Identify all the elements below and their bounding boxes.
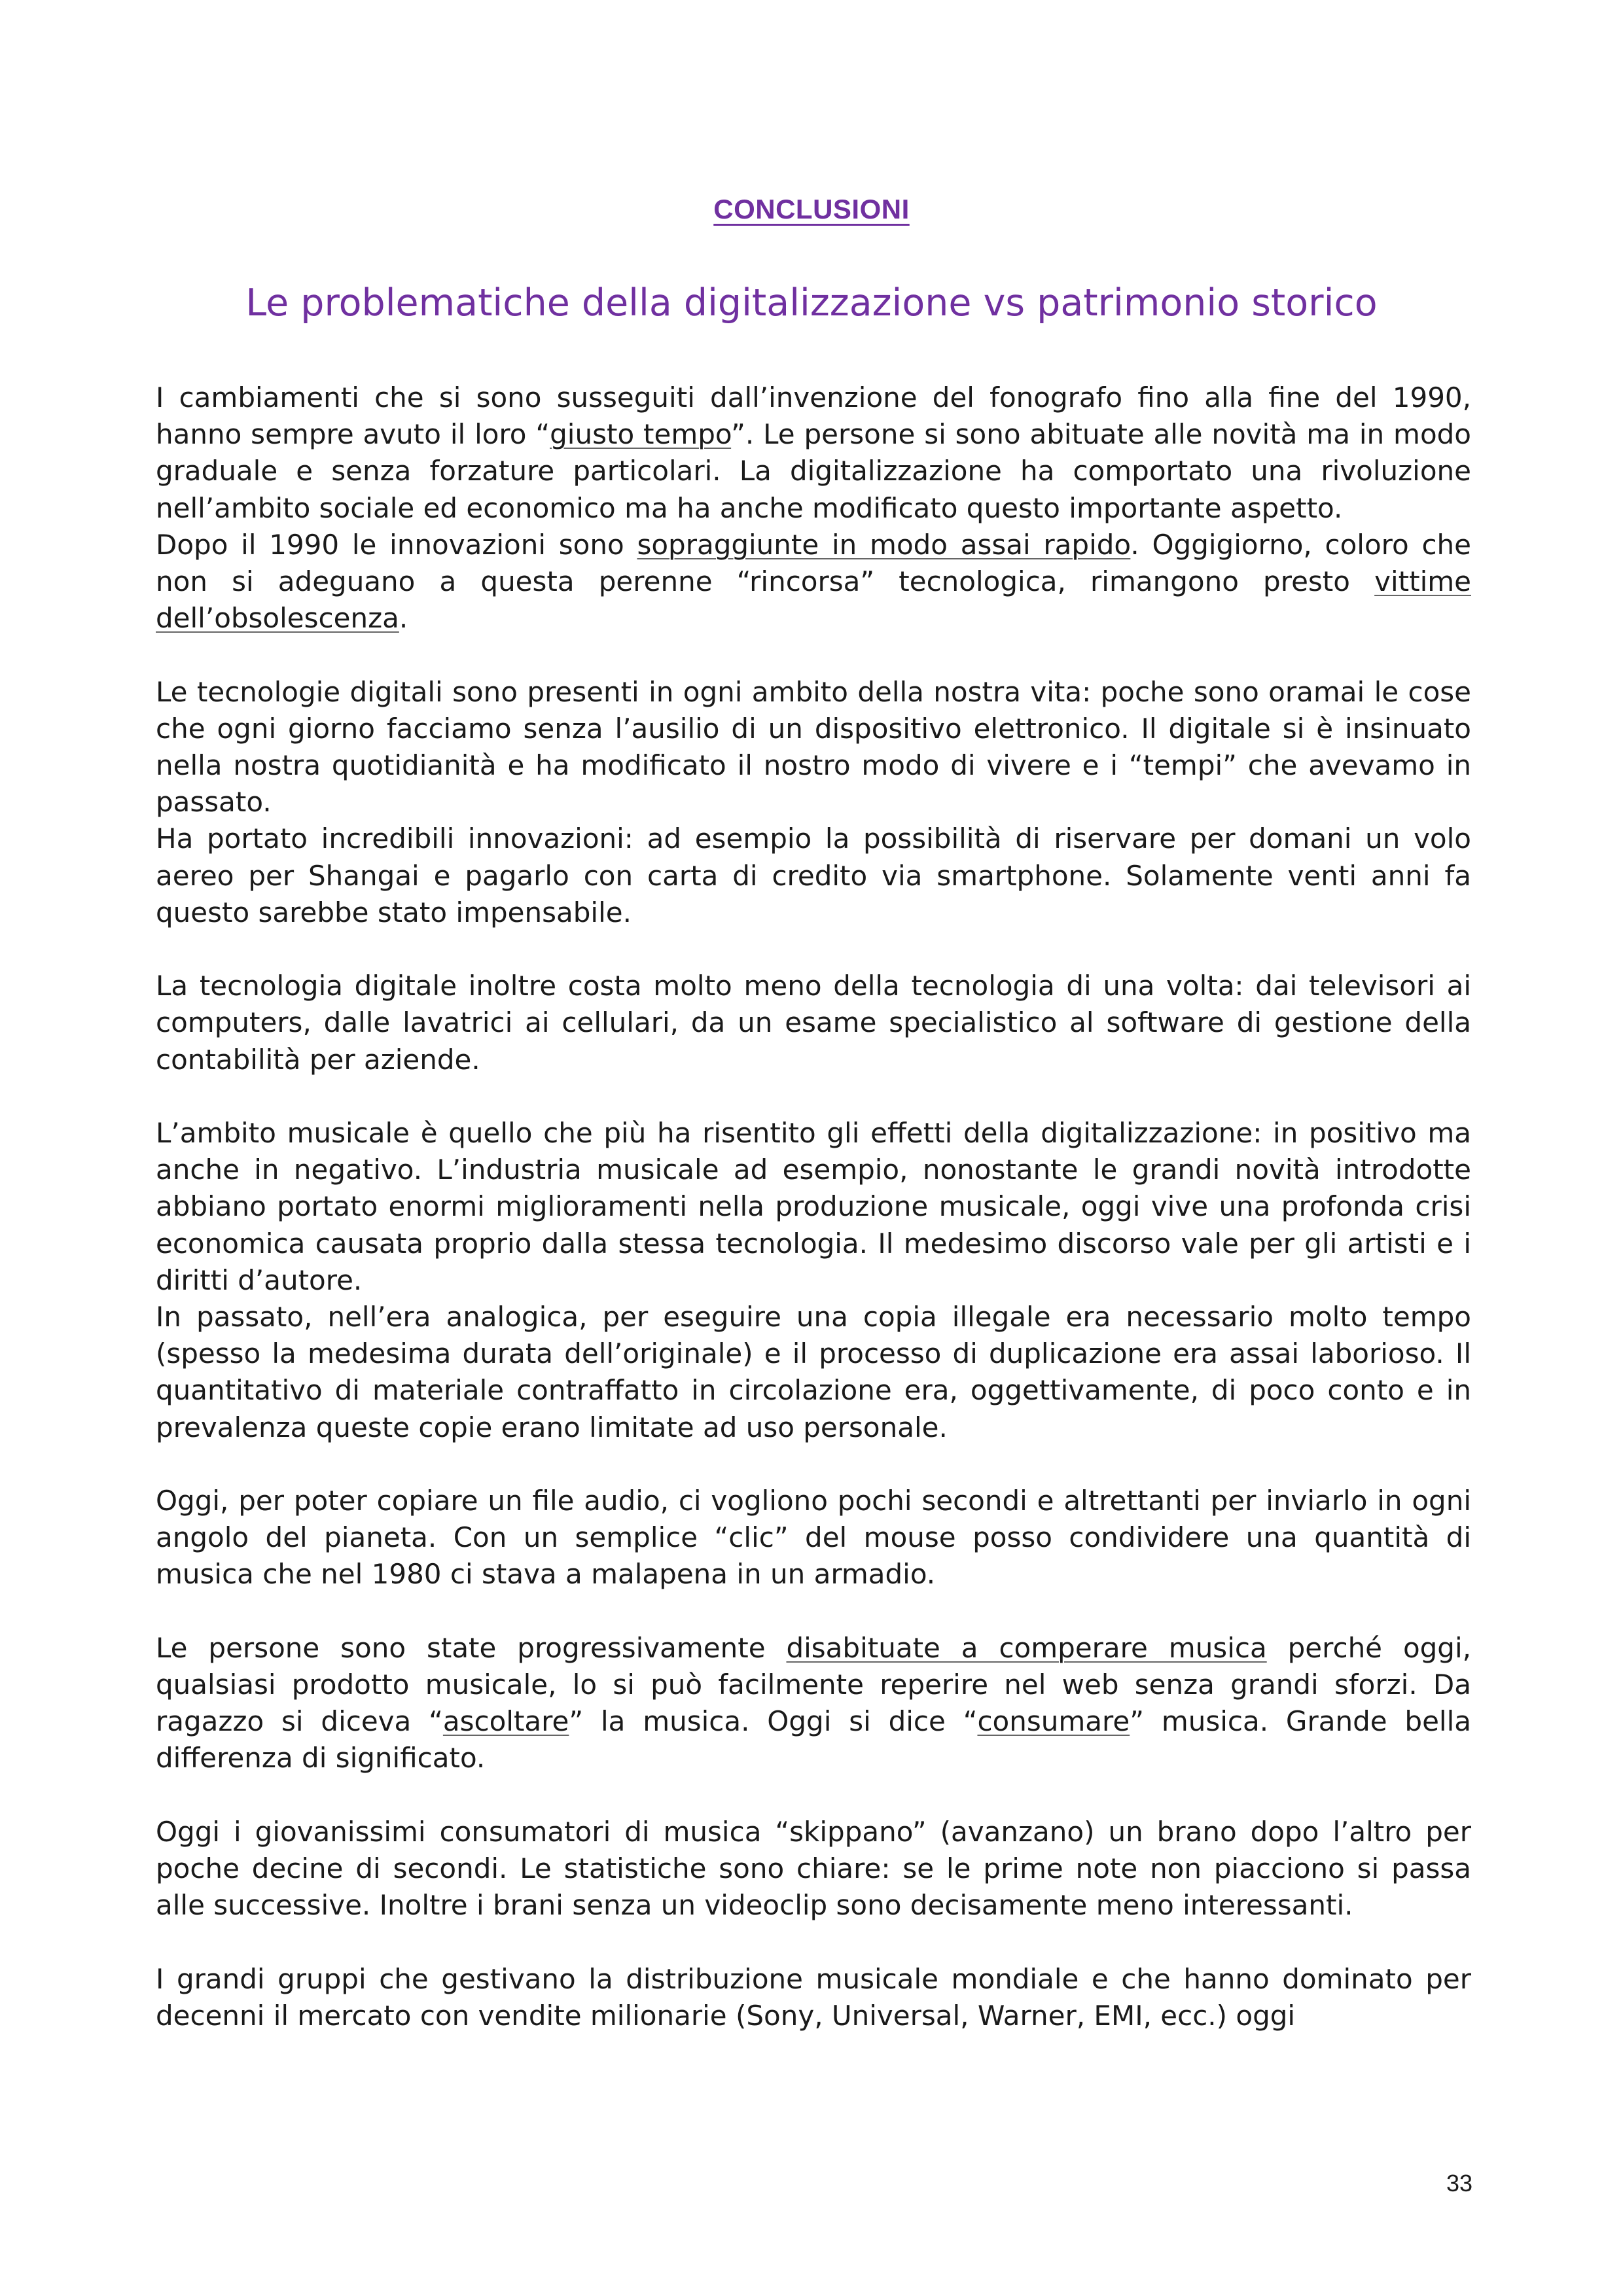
underlined-phrase: disabituate a comperare musica <box>786 1631 1267 1664</box>
paragraph-5: La tecnologia digitale inoltre costa molto meno della tecnologia di una volta: dai televisori ai computers, dalle lavatrici ai cellulari, da un esame specialistico al software di gestione della contabilità per aziende. <box>156 970 1471 1076</box>
paragraph-1: I cambiamenti che si sono susseguiti dall’invenzione del fonografo fino alla fine del 1990, hanno sempre avuto il loro “giusto tempo”. Le persone si sono abituate alle novità ma in modo graduale e senza forzature particolari. La digitalizzazione ha comportato una rivoluzione nell’ambito sociale ed economico ma ha anche modificato questo importante aspetto. <box>156 381 1472 524</box>
paragraph-9: Le persone sono state progressivamente disabituate a comperare musica perché oggi, qualsiasi prodotto musicale, lo si può facilmente reperire nel web senza grandi sforzi. Da ragazzo si diceva “ascoltare” la musica. Oggi si dice “consumare” musica. Grande bella differenza di significato. <box>156 1631 1472 1775</box>
paragraph-6: L’ambito musicale è quello che più ha risentito gli effetti della digitalizzazione: in positivo ma anche in negativo. L’industria musicale ad esempio, nonostante le grandi novità introdotte abbiano portato enormi miglioramenti nella produzione musicale, oggi vive una profonda crisi economica causata proprio dalla stessa tecnologia. Il medesimo discorso vale per gli artisti e i diritti d’autore. <box>156 1117 1471 1296</box>
underlined-phrase: consumare <box>977 1705 1130 1738</box>
underlined-phrase: ascoltare <box>442 1705 569 1738</box>
paragraph-gap <box>156 931 1471 968</box>
paragraph-3: Le tecnologie digitali sono presenti in ogni ambito della nostra vita: poche sono oramai le cose che ogni giorno facciamo senza l’ausilio di un dispositivo elettronico. Il digitale si è insinuato nella nostra quotidianità e ha modificato il nostro modo di vivere e i “tempi” che avevamo in passato. <box>156 675 1471 819</box>
section-heading: CONCLUSIONI <box>713 194 910 224</box>
paragraph-11: I grandi gruppi che gestivano la distribuzione musicale mondiale e che hanno dominato per decenni il mercato con vendite milionarie (Sony, Universal, Warner, EMI, ecc.) oggi <box>156 1962 1471 2032</box>
paragraph-gap <box>156 1078 1471 1115</box>
body-text <box>156 380 1471 2034</box>
underlined-phrase: vittime dell’obsolescenza <box>156 565 1471 635</box>
paragraph-10: Oggi i giovanissimi consumatori di musica “skippano” (avanzano) un brano dopo l’altro per poche decine di secondi. Le statistiche sono chiare: se le prime note non piacciono si passa alle successive. Inoltre i brani senza un videoclip sono decisamente meno interessanti. <box>156 1815 1471 1922</box>
page-number: 33 <box>1446 2170 1472 2197</box>
paragraph-gap <box>156 1924 1471 1960</box>
paragraph-4: Ha portato incredibili innovazioni: ad esempio la possibilità di riservare per domani un volo aereo per Shangai e pagarlo con carta di credito via smartphone. Solamente venti anni fa questo sarebbe stato impensabile. <box>156 822 1471 928</box>
paragraph-7: In passato, nell’era analogica, per eseguire una copia illegale era necessario molto tempo (spesso la medesima durata dell’originale) e il processo di duplicazione era assai laborioso. Il quantitativo di materiale contraffatto in circolazione era, oggettivamente, di poco conto e in prevalenza queste copie erano limitate ad uso personale. <box>156 1301 1471 1443</box>
paragraph-gap <box>156 1593 1471 1630</box>
paragraph-gap <box>156 637 1471 673</box>
underlined-phrase: giusto tempo <box>550 418 732 451</box>
paragraph-8: Oggi, per poter copiare un file audio, ci vogliono pochi secondi e altrettanti per inviarlo in ogni angolo del pianeta. Con un semplice “clic” del mouse posso condividere una quantità di musica che nel 1980 ci stava a malapena in un armadio. <box>156 1485 1471 1591</box>
paragraph-gap <box>156 1446 1471 1483</box>
page-title: Le problematiche della digitalizzazione vs patrimonio storico <box>245 281 1378 325</box>
paragraph-gap <box>156 1777 1471 1814</box>
paragraph-2: Dopo il 1990 le innovazioni sono sopraggiunte in modo assai rapido. Oggigiorno, coloro che non si adeguano a questa perenne “rincorsa” tecnologica, rimangono presto vittime dell’obsolescenza. <box>156 528 1472 635</box>
underlined-phrase: sopraggiunte in modo assai rapido <box>637 528 1131 561</box>
